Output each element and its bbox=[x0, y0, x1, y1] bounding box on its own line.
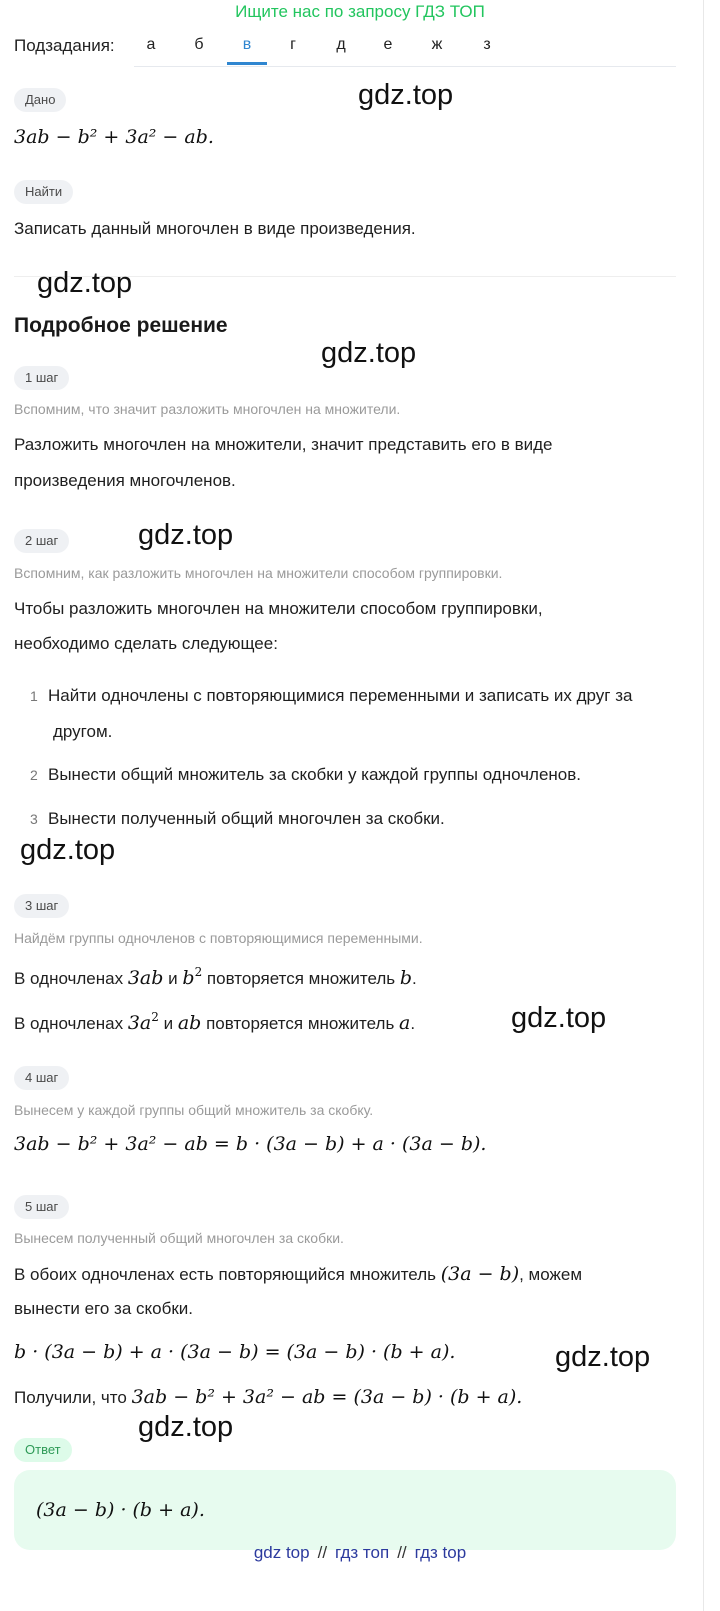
find-text: Записать данный многочлен в виде произведения. bbox=[14, 219, 416, 238]
tab-b[interactable]: б bbox=[194, 36, 204, 53]
step-2-text: необходимо сделать следующее: bbox=[14, 634, 278, 653]
step-3-line-2 bbox=[14, 1004, 415, 1036]
list-item-text: Вынести общий множитель за скобки у каждой группы одночленов. bbox=[48, 765, 582, 784]
math-inline: 3ab bbox=[127, 967, 164, 989]
step-4-expression: 3ab − b² + 3a² − ab = b · (3a − b) + a · (3a − b). bbox=[14, 1133, 487, 1155]
footer-separator: // bbox=[317, 1543, 328, 1562]
tab-d[interactable]: д bbox=[336, 36, 346, 53]
tab-a[interactable]: а bbox=[146, 36, 156, 53]
footer-links bbox=[0, 1542, 720, 1564]
text-segment: повторяется множитель bbox=[202, 969, 400, 988]
text-segment: В одночленах bbox=[14, 969, 128, 988]
list-number: 3 bbox=[30, 811, 38, 827]
math-sup: 2 bbox=[151, 1010, 159, 1024]
step-3-line-1 bbox=[14, 959, 417, 991]
text-segment: , можем bbox=[519, 1265, 583, 1284]
math-sup: 2 bbox=[194, 965, 203, 979]
list-item-text: Найти одночлены с повторяющимися переменными и записать их друг за bbox=[48, 686, 633, 705]
text-segment: и bbox=[158, 1014, 178, 1033]
step-1-pill: 1 шаг bbox=[14, 366, 69, 390]
list-item-text: другом. bbox=[53, 722, 113, 741]
answer-expression: (3a − b) · (b + a). bbox=[36, 1499, 205, 1521]
step-2-hint: Вспомним, как разложить многочлен на множители способом группировки. bbox=[14, 565, 503, 581]
text-segment: В одночленах bbox=[14, 1014, 128, 1033]
math-inline: a bbox=[399, 1012, 411, 1034]
watermark: gdz.top bbox=[555, 1341, 651, 1373]
watermark: gdz.top bbox=[321, 337, 417, 369]
math-inline bbox=[182, 967, 202, 989]
math-inline: ab bbox=[177, 1012, 202, 1034]
given-expression: 3ab − b² + 3a² − ab. bbox=[14, 126, 214, 148]
watermark: gdz.top bbox=[511, 1002, 607, 1034]
text-segment: повторяется множитель bbox=[201, 1014, 400, 1033]
text-segment: и bbox=[163, 969, 183, 988]
step-5-expression: b · (3a − b) + a · (3a − b) = (3a − b) · (b + a). bbox=[14, 1341, 456, 1363]
tab-g[interactable]: г bbox=[290, 36, 296, 53]
watermark: gdz.top bbox=[138, 1411, 234, 1443]
solution-heading: Подробное решение bbox=[14, 314, 228, 337]
step-1-text: произведения многочленов. bbox=[14, 471, 236, 490]
math-inline bbox=[128, 1012, 159, 1034]
text-segment: В обоих одночленах есть повторяющийся множитель bbox=[14, 1265, 441, 1284]
page-edge bbox=[703, 0, 704, 1611]
footer-link[interactable]: gdz top bbox=[253, 1543, 310, 1562]
step-5-line-2: вынести его за скобки. bbox=[14, 1299, 194, 1318]
math-inline: b bbox=[399, 967, 413, 989]
step-5-line-1 bbox=[14, 1261, 582, 1287]
step-1-hint: Вспомним, что значит разложить многочлен на множители. bbox=[14, 401, 401, 417]
step-4-pill: 4 шаг bbox=[14, 1066, 69, 1090]
list-number: 2 bbox=[30, 767, 38, 783]
math-inline: 3ab − b² + 3a² − ab = (3a − b) · (b + a). bbox=[131, 1386, 523, 1408]
watermark: gdz.top bbox=[37, 267, 133, 299]
text-segment: Получили, что bbox=[14, 1388, 132, 1407]
find-pill: Найти bbox=[14, 180, 73, 204]
step-2-text: Чтобы разложить многочлен на множители способом группировки, bbox=[14, 599, 543, 618]
math-base: 3a bbox=[127, 1012, 152, 1034]
step-1-text: Разложить многочлен на множители, значит представить его в виде bbox=[14, 435, 553, 454]
step-5-pill: 5 шаг bbox=[14, 1195, 69, 1219]
list-item-text: Вынести полученный общий многочлен за скобки. bbox=[48, 809, 445, 828]
step-4-hint: Вынесем у каждой группы общий множитель за скобку. bbox=[14, 1102, 374, 1118]
search-banner: Ищите нас по запросу ГДЗ ТОП bbox=[235, 2, 485, 21]
footer-separator: // bbox=[397, 1543, 407, 1562]
footer-link[interactable]: гдз топ bbox=[335, 1543, 390, 1562]
list-number: 1 bbox=[30, 688, 38, 704]
subtasks-label: Подзадания: bbox=[14, 36, 115, 55]
watermark: gdz.top bbox=[358, 79, 454, 111]
watermark: gdz.top bbox=[138, 519, 234, 551]
given-pill: Дано bbox=[14, 88, 66, 112]
step-3-hint: Найдём группы одночленов с повторяющимися переменными. bbox=[14, 930, 423, 946]
text-segment: . bbox=[412, 969, 417, 988]
watermark: gdz.top bbox=[20, 834, 116, 866]
footer-link[interactable]: гдз top bbox=[414, 1543, 467, 1562]
math-base: b bbox=[182, 967, 195, 989]
step-2-pill: 2 шаг bbox=[14, 529, 69, 553]
answer-pill: Ответ bbox=[14, 1438, 72, 1462]
tab-e[interactable]: е bbox=[383, 36, 393, 53]
subtask-tabs bbox=[134, 26, 676, 67]
tab-zh[interactable]: ж bbox=[431, 36, 443, 53]
step-5-result bbox=[14, 1384, 522, 1410]
step-5-hint: Вынесем полученный общий многочлен за скобки. bbox=[14, 1230, 344, 1246]
math-inline: (3a − b) bbox=[440, 1263, 520, 1285]
text-segment: . bbox=[410, 1014, 416, 1033]
tab-v[interactable]: в bbox=[227, 26, 267, 65]
step-3-pill: 3 шаг bbox=[14, 894, 69, 918]
tab-z[interactable]: з bbox=[483, 36, 491, 53]
